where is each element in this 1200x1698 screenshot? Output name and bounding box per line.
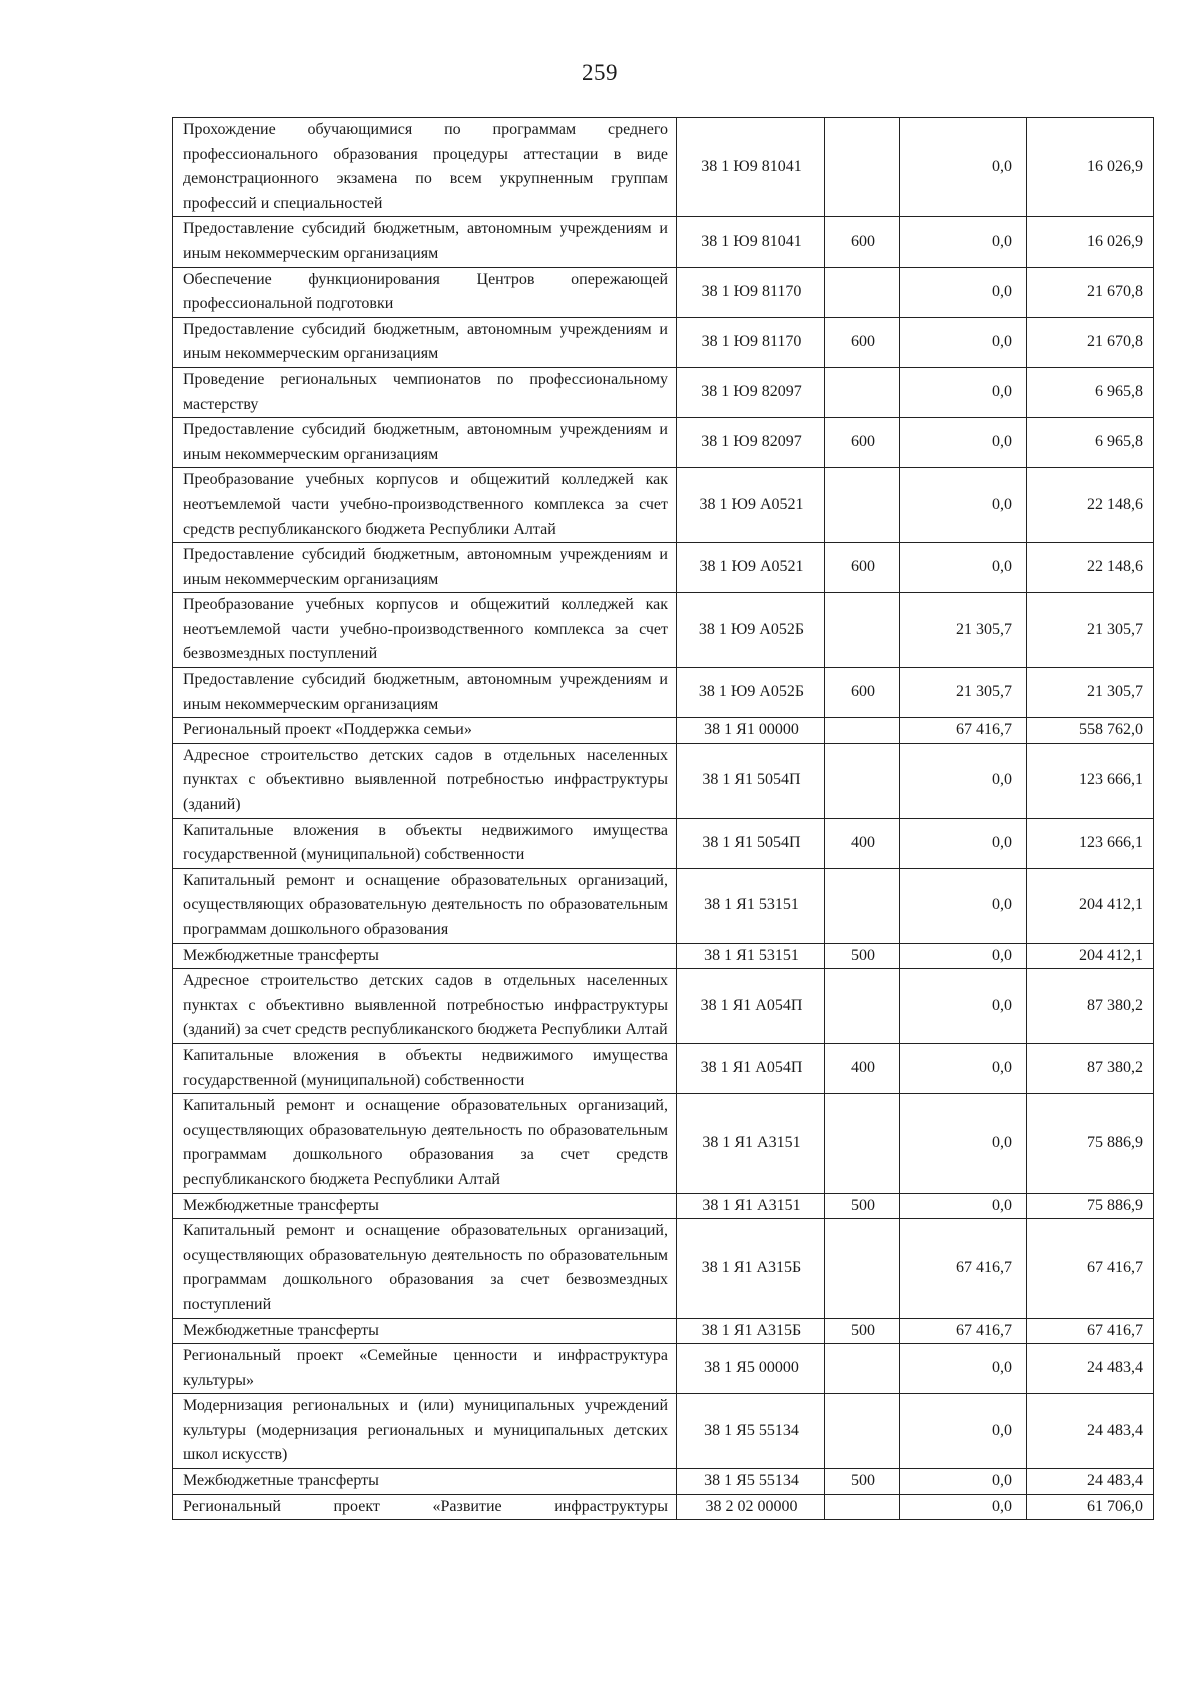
row-target-code: 38 1 Ю9 81170 xyxy=(677,267,825,317)
row-expense-type xyxy=(825,267,900,317)
table-row xyxy=(173,1344,1154,1394)
row-amount-year1: 0,0 xyxy=(900,1469,1027,1495)
table-row xyxy=(173,743,1154,818)
row-expense-type: 500 xyxy=(825,1318,900,1344)
row-amount-year1: 0,0 xyxy=(900,1344,1027,1394)
row-amount-year2: 24 483,4 xyxy=(1027,1344,1154,1394)
row-amount-year2: 21 305,7 xyxy=(1027,668,1154,718)
row-expense-type xyxy=(825,1494,900,1520)
row-expense-type xyxy=(825,593,900,668)
table-row xyxy=(173,1043,1154,1093)
row-target-code: 38 1 Ю9 81041 xyxy=(677,217,825,267)
row-expense-type xyxy=(825,468,900,543)
row-amount-year2: 204 412,1 xyxy=(1027,943,1154,969)
row-name: Адресное строительство детских садов в отдельных населенных пунктах с объективно выявленной потребностью инфраструктуры (зданий) xyxy=(173,743,677,818)
row-expense-type xyxy=(825,1219,900,1318)
row-amount-year1: 0,0 xyxy=(900,418,1027,468)
page-number: 259 xyxy=(582,60,618,85)
row-name: Капитальный ремонт и оснащение образовательных организаций, осуществляющих образовательную деятельность по образовательным программам дошкольного образования xyxy=(173,868,677,943)
row-name: Региональный проект «Поддержка семьи» xyxy=(173,718,677,744)
row-name: Предоставление субсидий бюджетным, автономным учреждениям и иным некоммерческим организациям xyxy=(173,668,677,718)
row-name: Капитальные вложения в объекты недвижимого имущества государственной (муниципальной) собственности xyxy=(173,818,677,868)
row-amount-year2: 22 148,6 xyxy=(1027,543,1154,593)
row-expense-type xyxy=(825,743,900,818)
row-amount-year1: 0,0 xyxy=(900,468,1027,543)
row-name: Предоставление субсидий бюджетным, автономным учреждениям и иным некоммерческим организациям xyxy=(173,317,677,367)
row-target-code: 38 1 Я1 А054П xyxy=(677,1043,825,1093)
row-amount-year2: 123 666,1 xyxy=(1027,743,1154,818)
row-amount-year1: 0,0 xyxy=(900,969,1027,1044)
row-amount-year1: 0,0 xyxy=(900,943,1027,969)
row-amount-year2: 24 483,4 xyxy=(1027,1394,1154,1469)
row-amount-year1: 0,0 xyxy=(900,1494,1027,1520)
row-name: Предоставление субсидий бюджетным, автономным учреждениям и иным некоммерческим организациям xyxy=(173,543,677,593)
table-row xyxy=(173,468,1154,543)
row-name: Межбюджетные трансферты xyxy=(173,1469,677,1495)
row-name: Региональный проект «Развитие инфраструктуры xyxy=(173,1494,677,1520)
row-expense-type xyxy=(825,1344,900,1394)
row-name: Адресное строительство детских садов в отдельных населенных пунктах с объективно выявленной потребностью инфраструктуры (зданий) за счет средств республиканского бюджета Республики Алтай xyxy=(173,969,677,1044)
row-name: Преобразование учебных корпусов и общежитий колледжей как неотъемлемой части учебно-производственного комплекса за счет безвозмездных поступлений xyxy=(173,593,677,668)
row-name: Прохождение обучающимися по программам среднего профессионального образования процедуры аттестации в виде демонстрационного экзамена по всем укрупненным группам профессий и специальностей xyxy=(173,118,677,217)
row-amount-year1: 67 416,7 xyxy=(900,718,1027,744)
row-amount-year2: 558 762,0 xyxy=(1027,718,1154,744)
table-row xyxy=(173,1094,1154,1193)
row-name: Предоставление субсидий бюджетным, автономным учреждениям и иным некоммерческим организациям xyxy=(173,217,677,267)
row-amount-year1: 0,0 xyxy=(900,118,1027,217)
row-expense-type: 600 xyxy=(825,317,900,367)
row-amount-year2: 87 380,2 xyxy=(1027,969,1154,1044)
table-row xyxy=(173,367,1154,417)
row-expense-type: 600 xyxy=(825,543,900,593)
row-amount-year1: 0,0 xyxy=(900,818,1027,868)
row-amount-year1: 21 305,7 xyxy=(900,668,1027,718)
table-row xyxy=(173,718,1154,744)
budget-table-body xyxy=(173,118,1154,1520)
row-expense-type xyxy=(825,367,900,417)
row-amount-year2: 67 416,7 xyxy=(1027,1219,1154,1318)
row-name: Предоставление субсидий бюджетным, автономным учреждениям и иным некоммерческим организациям xyxy=(173,418,677,468)
table-row xyxy=(173,593,1154,668)
row-name: Модернизация региональных и (или) муниципальных учреждений культуры (модернизация региональных и муниципальных детских школ искусств) xyxy=(173,1394,677,1469)
row-amount-year2: 75 886,9 xyxy=(1027,1193,1154,1219)
row-amount-year1: 0,0 xyxy=(900,868,1027,943)
row-target-code: 38 2 02 00000 xyxy=(677,1494,825,1520)
row-target-code: 38 1 Ю9 82097 xyxy=(677,367,825,417)
row-amount-year1: 0,0 xyxy=(900,267,1027,317)
row-expense-type: 400 xyxy=(825,818,900,868)
row-name: Межбюджетные трансферты xyxy=(173,1318,677,1344)
table-row xyxy=(173,317,1154,367)
table-row xyxy=(173,1219,1154,1318)
row-amount-year1: 67 416,7 xyxy=(900,1318,1027,1344)
row-expense-type xyxy=(825,1394,900,1469)
row-name: Проведение региональных чемпионатов по профессиональному мастерству xyxy=(173,367,677,417)
row-amount-year2: 61 706,0 xyxy=(1027,1494,1154,1520)
row-expense-type xyxy=(825,868,900,943)
table-row xyxy=(173,943,1154,969)
row-expense-type xyxy=(825,718,900,744)
row-amount-year2: 21 670,8 xyxy=(1027,317,1154,367)
table-row xyxy=(173,1469,1154,1495)
row-target-code: 38 1 Я5 00000 xyxy=(677,1344,825,1394)
row-amount-year1: 0,0 xyxy=(900,1094,1027,1193)
row-target-code: 38 1 Я1 53151 xyxy=(677,943,825,969)
row-amount-year1: 0,0 xyxy=(900,1394,1027,1469)
row-expense-type xyxy=(825,969,900,1044)
row-expense-type: 600 xyxy=(825,418,900,468)
row-amount-year2: 6 965,8 xyxy=(1027,367,1154,417)
row-amount-year2: 123 666,1 xyxy=(1027,818,1154,868)
row-name: Капитальные вложения в объекты недвижимого имущества государственной (муниципальной) собственности xyxy=(173,1043,677,1093)
table-row xyxy=(173,1494,1154,1520)
row-target-code: 38 1 Ю9 82097 xyxy=(677,418,825,468)
table-row xyxy=(173,118,1154,217)
table-row xyxy=(173,267,1154,317)
row-target-code: 38 1 Ю9 81170 xyxy=(677,317,825,367)
row-expense-type xyxy=(825,118,900,217)
row-amount-year1: 0,0 xyxy=(900,743,1027,818)
table-row xyxy=(173,818,1154,868)
table-row xyxy=(173,1193,1154,1219)
row-target-code: 38 1 Я1 А3151 xyxy=(677,1094,825,1193)
row-amount-year1: 0,0 xyxy=(900,1193,1027,1219)
row-name: Капитальный ремонт и оснащение образовательных организаций, осуществляющих образовательную деятельность по образовательным программам дошкольного образования за счет безвозмездных поступлений xyxy=(173,1219,677,1318)
row-target-code: 38 1 Я5 55134 xyxy=(677,1469,825,1495)
row-target-code: 38 1 Я1 53151 xyxy=(677,868,825,943)
table-row xyxy=(173,217,1154,267)
row-amount-year2: 22 148,6 xyxy=(1027,468,1154,543)
row-name: Обеспечение функционирования Центров опережающей профессиональной подготовки xyxy=(173,267,677,317)
row-amount-year2: 16 026,9 xyxy=(1027,217,1154,267)
row-expense-type: 600 xyxy=(825,668,900,718)
row-amount-year1: 0,0 xyxy=(900,217,1027,267)
row-target-code: 38 1 Я1 00000 xyxy=(677,718,825,744)
row-amount-year2: 67 416,7 xyxy=(1027,1318,1154,1344)
row-expense-type: 500 xyxy=(825,943,900,969)
row-target-code: 38 1 Ю9 А052Б xyxy=(677,668,825,718)
row-expense-type: 500 xyxy=(825,1193,900,1219)
table-row xyxy=(173,868,1154,943)
row-expense-type xyxy=(825,1094,900,1193)
row-amount-year1: 0,0 xyxy=(900,1043,1027,1093)
row-name: Капитальный ремонт и оснащение образовательных организаций, осуществляющих образовательную деятельность по образовательным программам дошкольного образования за счет средств республиканского бюджета Республики Алтай xyxy=(173,1094,677,1193)
row-amount-year1: 67 416,7 xyxy=(900,1219,1027,1318)
row-amount-year2: 21 305,7 xyxy=(1027,593,1154,668)
row-amount-year2: 75 886,9 xyxy=(1027,1094,1154,1193)
row-target-code: 38 1 Я1 5054П xyxy=(677,818,825,868)
table-row xyxy=(173,1318,1154,1344)
row-amount-year1: 0,0 xyxy=(900,543,1027,593)
row-name: Межбюджетные трансферты xyxy=(173,1193,677,1219)
budget-table xyxy=(172,117,1154,1520)
row-name: Региональный проект «Семейные ценности и инфраструктура культуры» xyxy=(173,1344,677,1394)
row-target-code: 38 1 Я1 5054П xyxy=(677,743,825,818)
row-amount-year2: 24 483,4 xyxy=(1027,1469,1154,1495)
row-amount-year2: 204 412,1 xyxy=(1027,868,1154,943)
row-amount-year2: 16 026,9 xyxy=(1027,118,1154,217)
row-amount-year1: 21 305,7 xyxy=(900,593,1027,668)
row-target-code: 38 1 Я1 А315Б xyxy=(677,1219,825,1318)
row-target-code: 38 1 Я1 А315Б xyxy=(677,1318,825,1344)
row-expense-type: 600 xyxy=(825,217,900,267)
row-target-code: 38 1 Я1 А054П xyxy=(677,969,825,1044)
table-row xyxy=(173,418,1154,468)
row-amount-year2: 6 965,8 xyxy=(1027,418,1154,468)
table-row xyxy=(173,969,1154,1044)
row-name: Межбюджетные трансферты xyxy=(173,943,677,969)
row-amount-year1: 0,0 xyxy=(900,317,1027,367)
row-target-code: 38 1 Ю9 81041 xyxy=(677,118,825,217)
row-expense-type: 400 xyxy=(825,1043,900,1093)
row-target-code: 38 1 Я1 А3151 xyxy=(677,1193,825,1219)
row-target-code: 38 1 Ю9 А052Б xyxy=(677,593,825,668)
row-expense-type: 500 xyxy=(825,1469,900,1495)
row-amount-year1: 0,0 xyxy=(900,367,1027,417)
row-name: Преобразование учебных корпусов и общежитий колледжей как неотъемлемой части учебно-производственного комплекса за счет средств республиканского бюджета Республики Алтай xyxy=(173,468,677,543)
row-target-code: 38 1 Я5 55134 xyxy=(677,1394,825,1469)
row-target-code: 38 1 Ю9 А0521 xyxy=(677,543,825,593)
table-row xyxy=(173,1394,1154,1469)
row-amount-year2: 21 670,8 xyxy=(1027,267,1154,317)
table-row xyxy=(173,543,1154,593)
row-amount-year2: 87 380,2 xyxy=(1027,1043,1154,1093)
row-target-code: 38 1 Ю9 А0521 xyxy=(677,468,825,543)
table-row xyxy=(173,668,1154,718)
